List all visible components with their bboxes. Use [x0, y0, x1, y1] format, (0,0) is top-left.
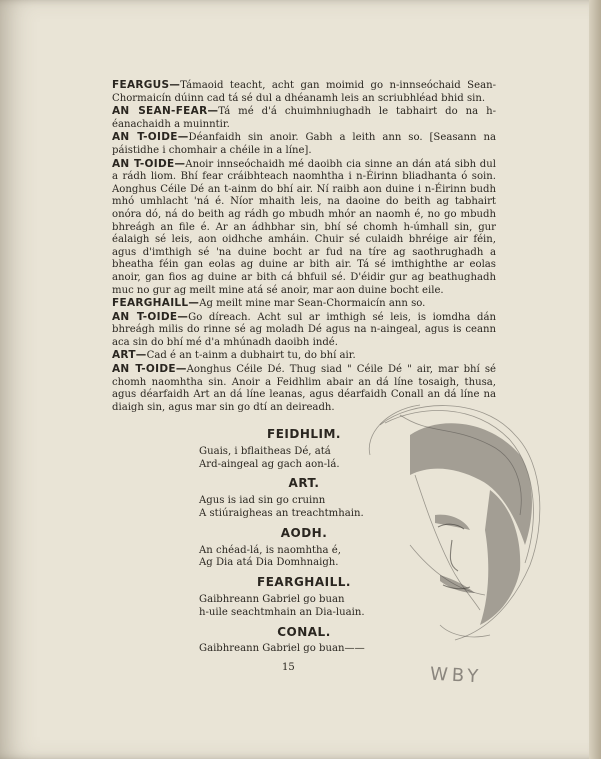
verse-line: Agus is iad sin go cruinn: [199, 495, 326, 507]
stanza-speaker: CONAL.: [277, 624, 331, 639]
verse-line: Ag Dia atá Dia Domhnaigh.: [199, 557, 339, 569]
verse-line: An chéad-lá, is naomhtha é,: [199, 544, 341, 556]
speaker-label: AN T-OIDE—: [112, 310, 189, 323]
paragraph: [112, 311, 496, 350]
paragraph-text: Go díreach. Acht sul ar imthigh sé leis, is iomdha dán bhreágh milis do rinne sé ag moladh Dé agus na n-aingeal, agus is ceann aca sin do bhí mé d'a mhúnadh daoibh indé.: [112, 311, 497, 348]
speaker-label: AN T-OIDE—: [112, 131, 189, 144]
prose-block: [112, 79, 496, 414]
speaker-label: FEARGUS—: [112, 79, 181, 91]
paragraph-text: Támaoid teacht, acht gan moimid go n-innseóchaid Sean-Chormaicín dúinn cad tá sé dul a dhéanamh leis an scriubhléad bhid sin.: [112, 80, 496, 104]
stanza: [199, 428, 409, 471]
paragraph-text: Anoir innseóchaidh mé daoibh cia sinne an dán atá sibh dul a rádh liom. Bhí fear cráibhteach naomhtha i n-Éirinn bliadhanta ó soin. Aonghus Céile Dé an t-ainm do bhí air. Ní raibh aon duine i n-Éirinn budh mhó umhlacht 'ná é. Níor mhaith leis, na daoine do beith ag tabhairt onóra dó, ná do beith ag rádh go mbudh mhór an naomh é, no go mbudh bhreágh an file é. Ar an ádhbhar sin, bhí sé chomh h-úmhall sin, gur éalaigh sé leis, aon oidhche amháin. Chuir sé culaidh bhréige air féin, agus d'imthigh sé 'na duine bocht ar fud na tíre ag saothrughadh a bheatha féin gan eolas ag duine ar bith air. Tá sé imthighthe ar eolas anoir, gan fios ag duine ar bith cá bhfuil sé. D'éidir gur ag beathughadh muc no gur ag meilt mine atá sé anoir, mar aon duine bocht eile.: [112, 158, 496, 296]
verse-line: Gaibhreann Gabriel go buan——: [199, 643, 365, 655]
stanza-speaker: ART.: [288, 476, 320, 491]
speaker-label: AN SEAN-FEAR—: [112, 105, 219, 118]
paragraph-text: Ag meilt mine mar Sean-Chormaicín ann so.: [199, 298, 426, 310]
stanza: [199, 527, 409, 570]
speaker-label: AN T-OIDE—: [112, 363, 187, 376]
speaker-label: FEARGHAILL—: [112, 297, 200, 310]
stanza: [199, 477, 409, 520]
stanza: [199, 576, 409, 619]
pencil-signature: WBY: [429, 663, 483, 688]
paragraph: [112, 158, 496, 298]
verse-line: Guais, i bflaitheas Dé, atá: [199, 445, 331, 457]
page-number: 15: [282, 662, 295, 673]
verse-line: Gaibhreann Gabriel go buan: [199, 593, 345, 605]
speaker-label: ART—: [112, 349, 147, 362]
paragraph: [112, 131, 496, 157]
paragraph-text: Cad é an t-ainm a dubhairt tu, do bhí air.: [146, 350, 356, 362]
paragraph: [112, 79, 496, 105]
paragraph: [112, 105, 496, 131]
paragraph: [112, 297, 496, 311]
verse-line: Ard-aingeal ag gach aon-lá.: [199, 458, 340, 470]
speaker-label: AN T-OIDE—: [112, 157, 186, 170]
verse-line: h-uile seachtmhain an Dia-luain.: [199, 606, 365, 618]
verse-line: A stiúraigheas an treachtmhain.: [199, 507, 364, 519]
paragraph-text: Tá mé d'á chuimhniughadh le tabhairt do na h-éanachaidh a muinntir.: [112, 106, 496, 130]
paragraph-text: Déanfaidh sin anoir. Gabh a leith ann so. [Seasann na páistidhe i chomhair a chéile in a líne].: [112, 132, 496, 156]
paragraph: [112, 349, 496, 363]
stanza: [199, 626, 409, 657]
poem-block: [199, 422, 409, 656]
paragraph-text: Aonghus Céile Dé. Thug siad " Céile Dé " air, mar bhí sé chomh naomhtha sin. Anoir a Feidhlim abair an dá líne tosaigh, thusa, agus déarfaidh Art an dá líne leanas, agus déarfaidh Conall an dá líne na diaigh sin, agus mar sin go dtí an deireadh.: [112, 364, 496, 413]
stanza-speaker: FEARGHAILL.: [257, 575, 351, 590]
stanza-speaker: FEIDHLIM.: [267, 427, 341, 441]
stanza-speaker: AODH.: [280, 525, 328, 540]
